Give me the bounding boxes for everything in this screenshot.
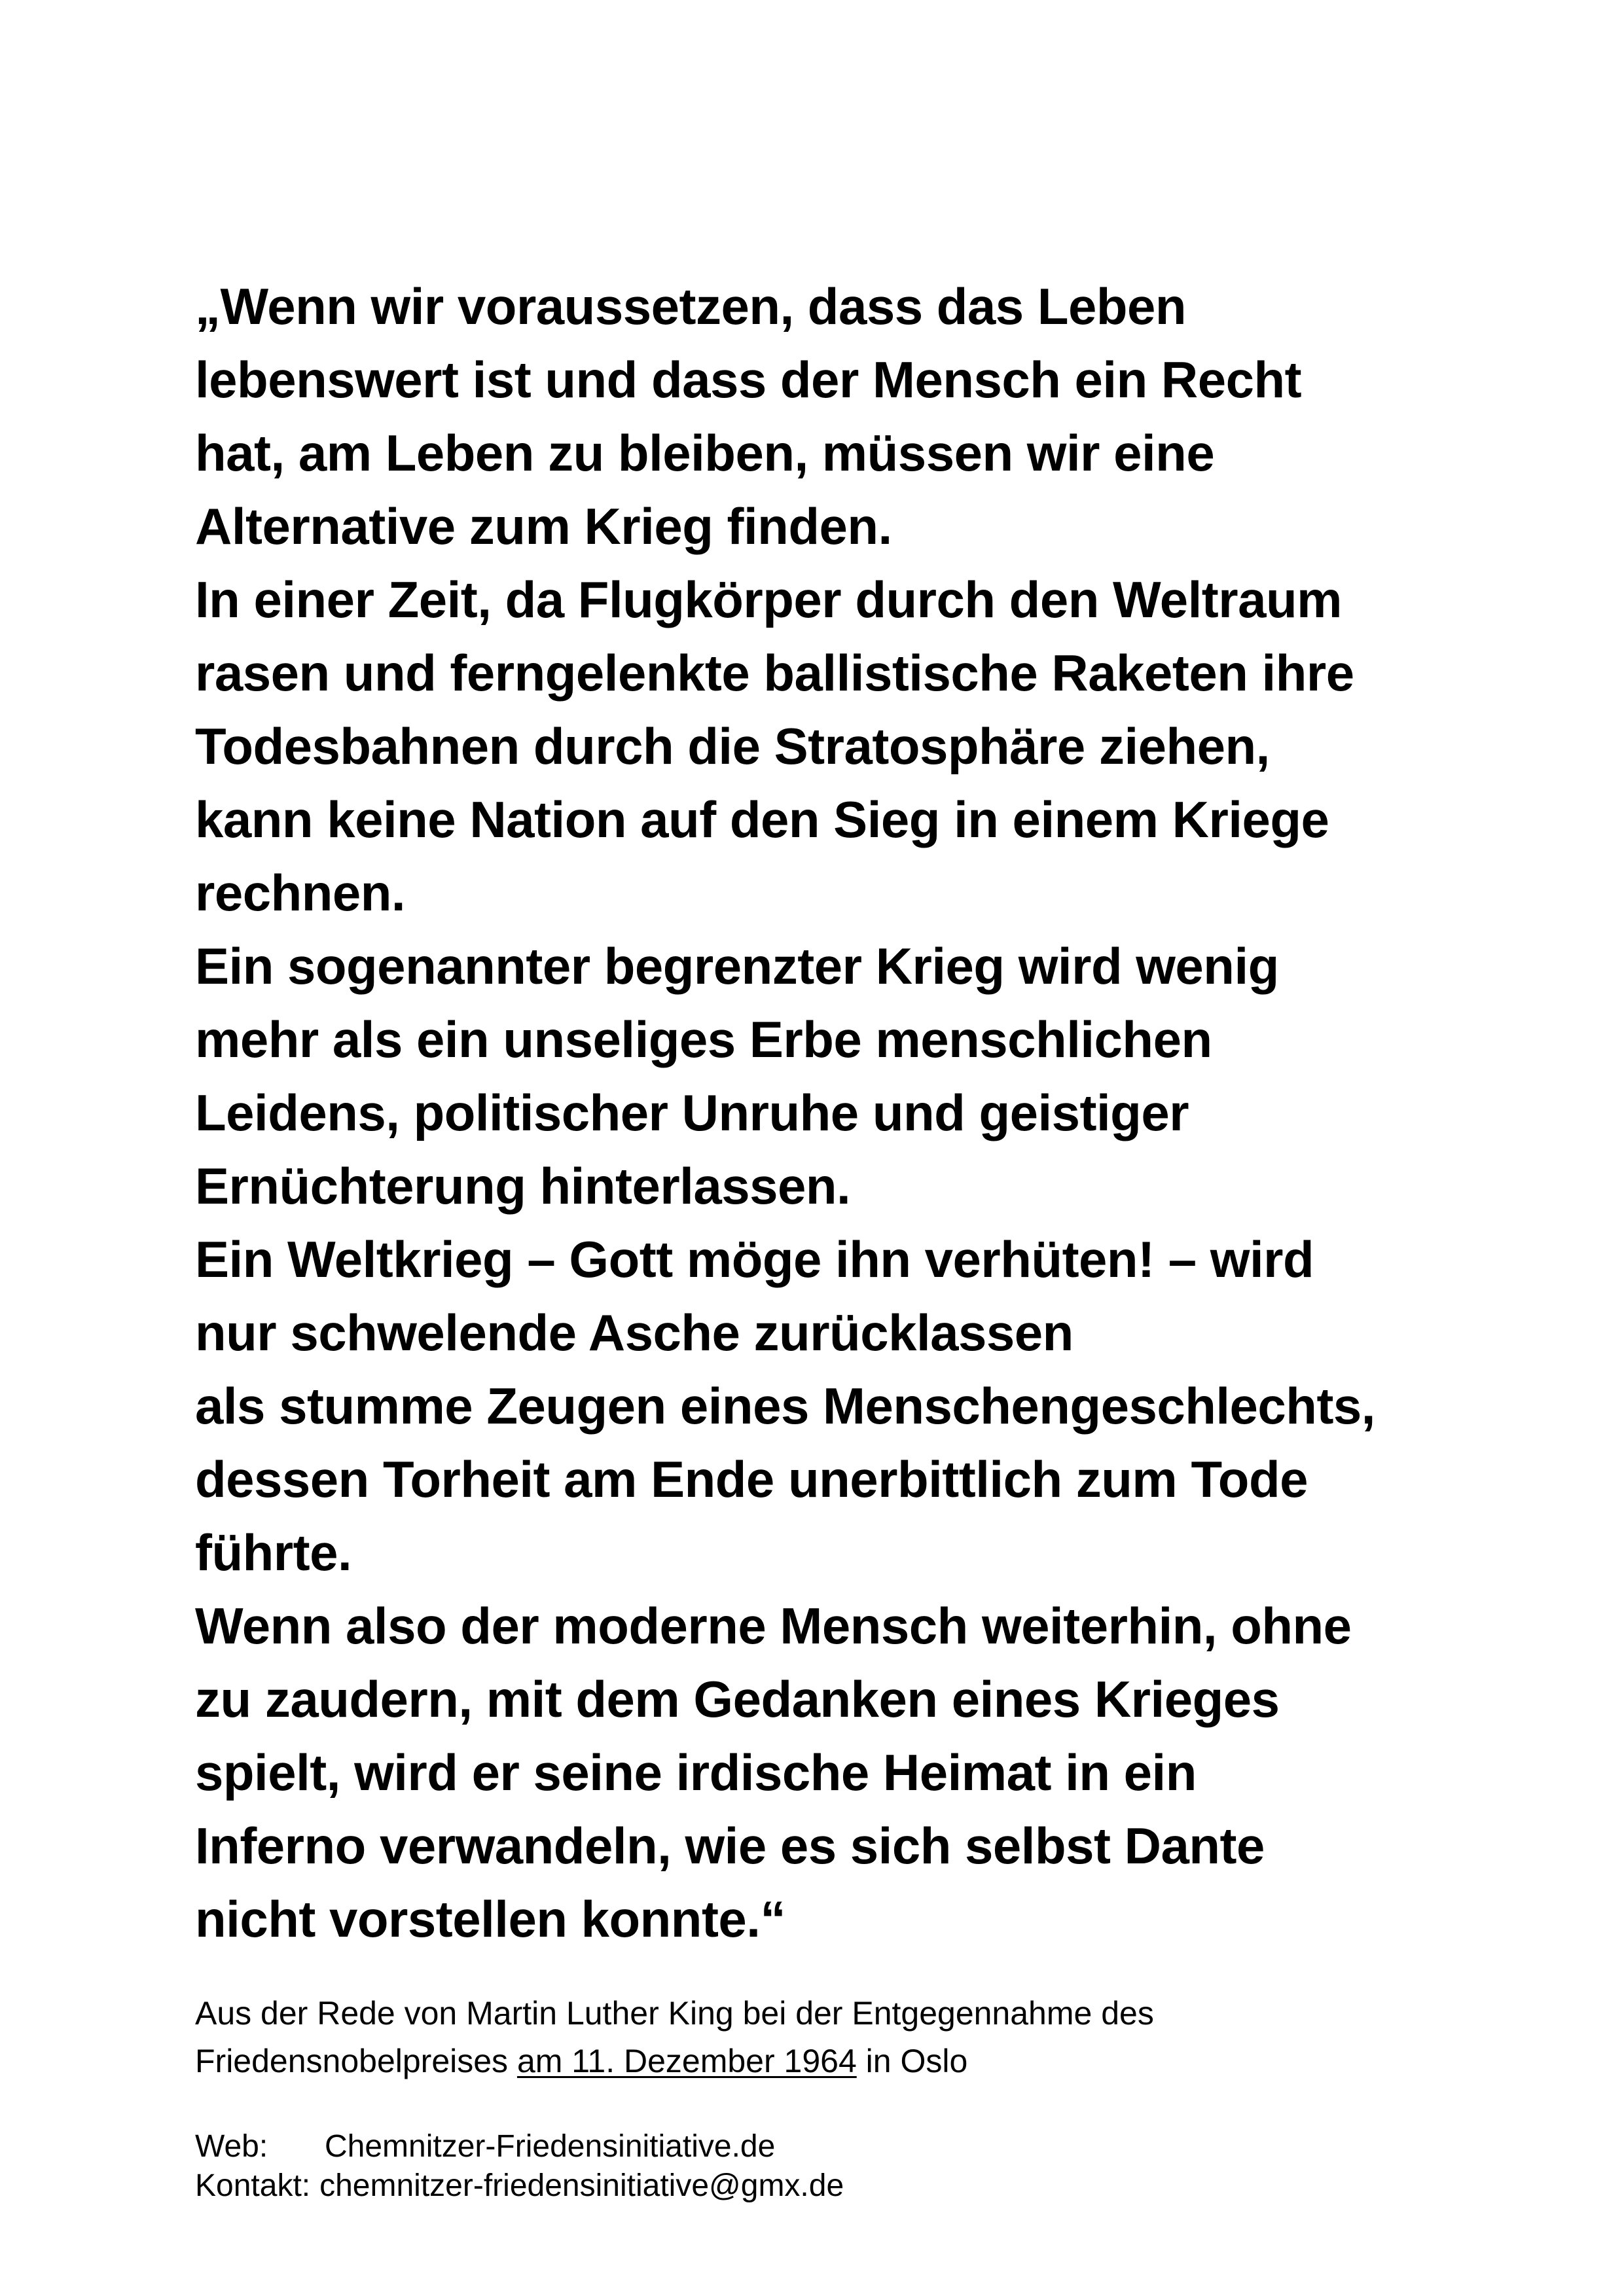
quote-line: Leidens, politischer Unruhe und geistiger — [195, 1084, 1189, 1141]
source-text: Friedensnobelpreises — [195, 2043, 517, 2079]
quote-line: Todesbahnen durch die Stratosphäre ziehen, — [195, 717, 1270, 775]
quote-line: Ein sogenannter begrenzter Krieg wird wenig — [195, 937, 1279, 995]
quote-line: rechnen. — [195, 864, 406, 922]
quote-line: nur schwelende Asche zurücklassen — [195, 1304, 1074, 1361]
quote-line: führte. — [195, 1524, 352, 1581]
quote-line: als stumme Zeugen eines Menschengeschlechts, — [195, 1377, 1375, 1435]
quote-line: dessen Torheit am Ende unerbittlich zum Tode — [195, 1450, 1308, 1508]
date-link[interactable]: am 11. Dezember 1964 — [516, 2043, 857, 2079]
quote-line: In einer Zeit, da Flugkörper durch den Weltraum — [195, 571, 1342, 628]
contact-label: Kontakt: — [195, 2168, 311, 2203]
web-link[interactable]: Chemnitzer-Friedensinitiative.de — [325, 2129, 776, 2164]
quote-line: spielt, wird er seine irdische Heimat in ein — [195, 1744, 1197, 1801]
quote-block — [195, 270, 1530, 1956]
source-text-end: in Oslo — [856, 2043, 968, 2079]
quote-line: Ernüchterung hinterlassen. — [195, 1157, 851, 1215]
quote-line: Alternative zum Krieg finden. — [195, 497, 892, 555]
quote-line: nicht vorstellen konnte.“ — [195, 1890, 785, 1948]
quote-line: kann keine Nation auf den Sieg in einem Kriege — [195, 791, 1329, 848]
source-line-1: Aus der Rede von Martin Luther King bei der Entgegennahme des — [195, 1995, 1154, 2032]
quote-line: Wenn also der moderne Mensch weiterhin, ohne — [195, 1597, 1352, 1655]
quote-line: Ein Weltkrieg – Gott möge ihn verhüten! – wird — [195, 1230, 1314, 1288]
email-link[interactable]: chemnitzer-friedensinitiative@gmx.de — [319, 2168, 844, 2203]
source-line-2 — [195, 2037, 1530, 2085]
web-row — [195, 2127, 1530, 2166]
quote-line: rasen und ferngelenkte ballistische Raketen ihre — [195, 644, 1354, 702]
quote-line: zu zaudern, mit dem Gedanken eines Krieges — [195, 1670, 1280, 1728]
quote-line: mehr als ein unseliges Erbe menschlichen — [195, 1011, 1212, 1068]
quote-line: lebenswert ist und dass der Mensch ein Recht — [195, 351, 1302, 408]
source-attribution — [195, 1990, 1530, 2085]
quote-line: hat, am Leben zu bleiben, müssen wir eine — [195, 424, 1215, 482]
quote-line: Inferno verwandeln, wie es sich selbst Dante — [195, 1817, 1265, 1874]
web-label: Web: — [195, 2129, 268, 2164]
contact-row — [195, 2166, 1530, 2206]
contact-block — [195, 2127, 1530, 2206]
quote-line: „Wenn wir voraussetzen, dass das Leben — [195, 278, 1187, 335]
